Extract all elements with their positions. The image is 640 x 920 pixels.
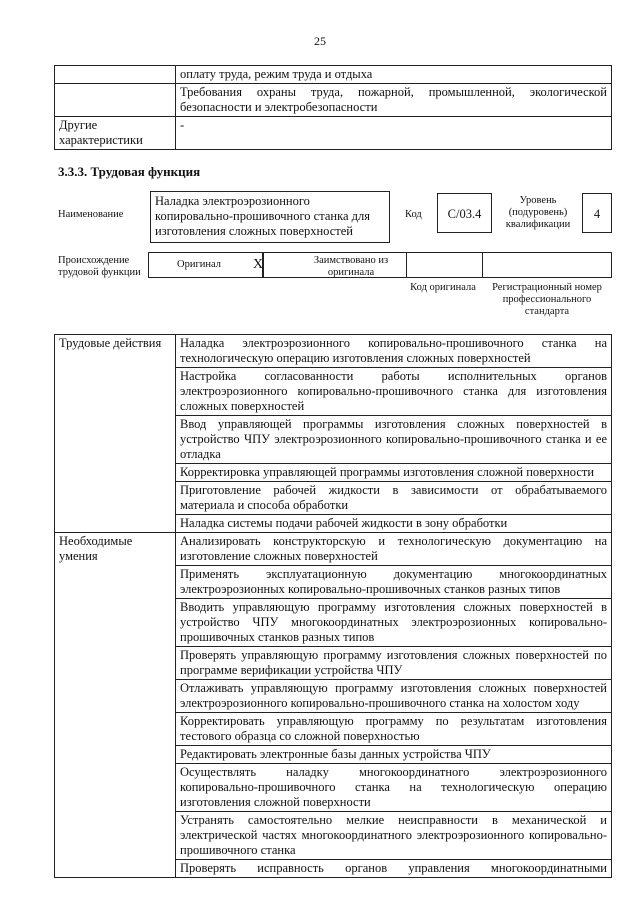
labor-action-item: Ввод управляющей программы изготовления сложных поверхностей в устройство ЧПУ электроэрозионного копировально-прошивочного станка и ее отладка xyxy=(176,416,612,464)
function-name-box: Наладка электроэрозионного копировально-прошивочного станка для изготовления сложных поверхностей xyxy=(150,191,390,243)
row-text: - xyxy=(176,117,612,150)
skill-item: Вводить управляющую программу изготовления сложных поверхностей в устройство ЧПУ многокоординатных электроэрозионных копировально-прошивочных станков разных типов xyxy=(176,599,612,647)
page-number: 25 xyxy=(314,34,326,48)
skill-item: Анализировать конструкторскую и технологическую документацию на изготовление сложных поверхностей xyxy=(176,533,612,566)
origin-row xyxy=(148,252,612,278)
name-label: Наименование xyxy=(58,209,124,220)
section-heading: 3.3.3. Трудовая функция xyxy=(58,164,201,179)
row-label xyxy=(55,84,176,117)
labor-action-item: Настройка согласованности работы исполнительных органов электроэрозионного копировально-прошивочного станка для изготовления сложных поверхностей xyxy=(176,368,612,416)
reg-number-label: Регистрационный номер профессионального стандарта xyxy=(492,282,602,317)
table-row xyxy=(55,533,612,566)
skill-item: Осуществлять наладку многокоординатного электроэрозионного копировально-прошивочного станка на технологическую операцию изготовления сложной поверхности xyxy=(176,764,612,812)
previous-section-table xyxy=(54,65,612,150)
row-text: Требования охраны труда, пожарной, промышленной, экологической безопасности и электробезопасности xyxy=(176,84,612,117)
skill-item: Корректировать управляющую программу по результатам изготовления тестового образца со сложной поверхностью xyxy=(176,713,612,746)
row-label: Другие характеристики xyxy=(55,117,176,150)
code-label: Код xyxy=(405,209,422,220)
skill-item: Проверять управляющую программу изготовления сложных поверхностей по программе верификации устройства ЧПУ xyxy=(176,647,612,680)
code-value-box: С/03.4 xyxy=(437,193,492,233)
row-label xyxy=(55,66,176,84)
function-details-table xyxy=(54,334,612,878)
skills-label: Необходимые умения xyxy=(55,533,176,878)
skill-item: Отлаживать управляющую программу изготовления сложных поверхностей электроэрозионного копировально-прошивочного станка на холостом ходу xyxy=(176,680,612,713)
table-row xyxy=(55,117,612,150)
labor-action-item: Корректировка управляющей программы изготовления сложной поверхности xyxy=(176,464,612,482)
skill-item: Редактировать электронные базы данных устройства ЧПУ xyxy=(176,746,612,764)
table-row xyxy=(55,66,612,84)
code-original-label: Код оригинала xyxy=(410,282,476,293)
skill-item: Устранять самостоятельно мелкие неисправности в механической и электрической частях многокоординатного электроэрозионного копировально-прошивочного станка xyxy=(176,812,612,860)
row-text: оплату труда, режим труда и отдыха xyxy=(176,66,612,84)
level-label: Уровень (подуровень) квалификации xyxy=(505,195,571,230)
level-value-box: 4 xyxy=(582,193,612,233)
labor-action-item: Наладка системы подачи рабочей жидкости в зону обработки xyxy=(176,515,612,533)
origin-label: Происхождение трудовой функции xyxy=(58,255,141,278)
labor-action-item: Наладка электроэрозионного копировально-прошивочного станка на технологическую операцию изготовления сложных поверхностей xyxy=(176,335,612,368)
skill-item: Применять эксплуатационную документацию многокоординатных электроэрозионных копировально-прошивочных станков разных типов xyxy=(176,566,612,599)
table-row xyxy=(55,84,612,117)
borrowed-label: Заимствовано из оригинала xyxy=(313,255,389,278)
original-label: Оригинал xyxy=(177,259,221,270)
original-mark: X xyxy=(253,257,264,272)
table-row xyxy=(55,335,612,368)
labor-actions-label: Трудовые действия xyxy=(55,335,176,533)
labor-action-item: Приготовление рабочей жидкости в зависимости от обрабатываемого материала и способа обработки xyxy=(176,482,612,515)
code-original-cell xyxy=(149,253,483,277)
skill-item: Проверять исправность органов управления многокоординатными xyxy=(176,860,612,878)
